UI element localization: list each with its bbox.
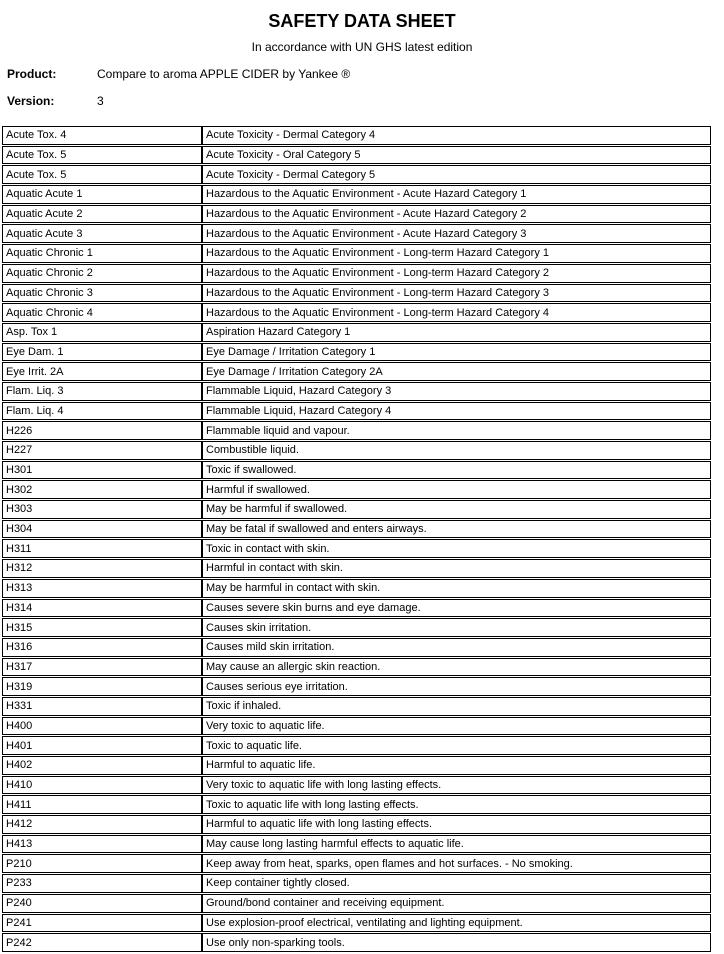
product-row	[7, 68, 724, 81]
hazard-table	[2, 125, 711, 953]
hazard-code-cell: H411	[2, 795, 202, 814]
table-row	[2, 579, 711, 598]
hazard-description-cell: Flammable Liquid, Hazard Category 3	[202, 382, 711, 401]
hazard-description-cell: Toxic if inhaled.	[202, 697, 711, 716]
hazard-description-cell: Flammable Liquid, Hazard Category 4	[202, 402, 711, 421]
hazard-code-cell: P240	[2, 894, 202, 913]
hazard-code-cell: H314	[2, 599, 202, 618]
hazard-description-cell: Flammable liquid and vapour.	[202, 421, 711, 440]
hazard-description-cell: Use explosion-proof electrical, ventilating and lighting equipment.	[202, 914, 711, 933]
hazard-code-cell: Aquatic Chronic 4	[2, 303, 202, 322]
hazard-code-cell: H319	[2, 677, 202, 696]
table-row	[2, 421, 711, 440]
hazard-description-cell: May cause long lasting harmful effects to aquatic life.	[202, 835, 711, 854]
hazard-code-cell: H410	[2, 776, 202, 795]
table-row	[2, 146, 711, 165]
hazard-code-cell: Aquatic Chronic 1	[2, 244, 202, 263]
table-row	[2, 835, 711, 854]
hazard-code-cell: Flam. Liq. 3	[2, 382, 202, 401]
hazard-description-cell: Toxic to aquatic life.	[202, 736, 711, 755]
hazard-description-cell: Very toxic to aquatic life.	[202, 717, 711, 736]
table-row	[2, 126, 711, 145]
hazard-description-cell: Toxic in contact with skin.	[202, 539, 711, 558]
table-row	[2, 539, 711, 558]
hazard-code-cell: H316	[2, 638, 202, 657]
hazard-description-cell: Hazardous to the Aquatic Environment - Acute Hazard Category 3	[202, 224, 711, 243]
hazard-code-cell: H401	[2, 736, 202, 755]
table-row	[2, 854, 711, 873]
product-label: Product:	[7, 67, 57, 81]
hazard-code-cell: Aquatic Chronic 3	[2, 284, 202, 303]
hazard-code-cell: Aquatic Chronic 2	[2, 264, 202, 283]
table-row	[2, 441, 711, 460]
product-value: Compare to aroma APPLE CIDER by Yankee ®	[97, 67, 351, 81]
hazard-code-cell: Acute Tox. 5	[2, 165, 202, 184]
table-row	[2, 776, 711, 795]
hazard-code-cell: H412	[2, 815, 202, 834]
table-row	[2, 618, 711, 637]
table-row	[2, 933, 711, 952]
hazard-description-cell: Toxic to aquatic life with long lasting effects.	[202, 795, 711, 814]
table-row	[2, 520, 711, 539]
hazard-description-cell: Eye Damage / Irritation Category 1	[202, 343, 711, 362]
table-row	[2, 756, 711, 775]
hazard-description-cell: May be fatal if swallowed and enters airways.	[202, 520, 711, 539]
hazard-code-cell: Eye Dam. 1	[2, 343, 202, 362]
table-row	[2, 343, 711, 362]
hazard-description-cell: Keep away from heat, sparks, open flames and hot surfaces. - No smoking.	[202, 854, 711, 873]
table-row	[2, 914, 711, 933]
hazard-code-cell: P242	[2, 933, 202, 952]
hazard-code-cell: Flam. Liq. 4	[2, 402, 202, 421]
hazard-description-cell: Eye Damage / Irritation Category 2A	[202, 362, 711, 381]
hazard-description-cell: May be harmful if swallowed.	[202, 500, 711, 519]
hazard-code-cell: H317	[2, 658, 202, 677]
page-subtitle: In accordance with UN GHS latest edition	[251, 40, 473, 54]
hazard-description-cell: Aspiration Hazard Category 1	[202, 323, 711, 342]
table-row	[2, 815, 711, 834]
hazard-description-cell: Hazardous to the Aquatic Environment - Long-term Hazard Category 2	[202, 264, 711, 283]
table-row	[2, 874, 711, 893]
hazard-description-cell: Acute Toxicity - Oral Category 5	[202, 146, 711, 165]
table-row	[2, 736, 711, 755]
hazard-description-cell: Hazardous to the Aquatic Environment - Long-term Hazard Category 1	[202, 244, 711, 263]
table-row	[2, 382, 711, 401]
hazard-description-cell: Acute Toxicity - Dermal Category 5	[202, 165, 711, 184]
table-row	[2, 284, 711, 303]
version-label: Version:	[7, 94, 55, 108]
table-row	[2, 303, 711, 322]
hazard-code-cell: Acute Tox. 5	[2, 146, 202, 165]
hazard-description-cell: May be harmful in contact with skin.	[202, 579, 711, 598]
hazard-description-cell: Acute Toxicity - Dermal Category 4	[202, 126, 711, 145]
hazard-description-cell: Combustible liquid.	[202, 441, 711, 460]
hazard-description-cell: Very toxic to aquatic life with long lasting effects.	[202, 776, 711, 795]
table-row	[2, 677, 711, 696]
table-row	[2, 323, 711, 342]
hazard-description-cell: Harmful in contact with skin.	[202, 559, 711, 578]
table-row	[2, 559, 711, 578]
hazard-description-cell: Causes skin irritation.	[202, 618, 711, 637]
table-row	[2, 795, 711, 814]
hazard-code-cell: P210	[2, 854, 202, 873]
hazard-code-cell: P241	[2, 914, 202, 933]
table-row	[2, 205, 711, 224]
hazard-description-cell: Harmful to aquatic life with long lasting effects.	[202, 815, 711, 834]
table-row	[2, 244, 711, 263]
hazard-code-cell: H315	[2, 618, 202, 637]
hazard-code-cell: H303	[2, 500, 202, 519]
hazard-description-cell: May cause an allergic skin reaction.	[202, 658, 711, 677]
hazard-description-cell: Causes mild skin irritation.	[202, 638, 711, 657]
hazard-code-cell: H227	[2, 441, 202, 460]
hazard-description-cell: Keep container tightly closed.	[202, 874, 711, 893]
table-row	[2, 638, 711, 657]
hazard-description-cell: Ground/bond container and receiving equipment.	[202, 894, 711, 913]
hazard-code-cell: H302	[2, 480, 202, 499]
hazard-table-body	[2, 126, 711, 952]
hazard-code-cell: Aquatic Acute 1	[2, 185, 202, 204]
hazard-code-cell: H312	[2, 559, 202, 578]
hazard-code-cell: Acute Tox. 4	[2, 126, 202, 145]
table-row	[2, 697, 711, 716]
version-value: 3	[97, 94, 104, 108]
table-row	[2, 165, 711, 184]
hazard-description-cell: Toxic if swallowed.	[202, 461, 711, 480]
hazard-description-cell: Hazardous to the Aquatic Environment - Acute Hazard Category 1	[202, 185, 711, 204]
table-row	[2, 717, 711, 736]
hazard-description-cell: Harmful to aquatic life.	[202, 756, 711, 775]
hazard-code-cell: P233	[2, 874, 202, 893]
table-row	[2, 894, 711, 913]
hazard-description-cell: Hazardous to the Aquatic Environment - Long-term Hazard Category 4	[202, 303, 711, 322]
hazard-description-cell: Hazardous to the Aquatic Environment - Acute Hazard Category 2	[202, 205, 711, 224]
hazard-code-cell: H402	[2, 756, 202, 775]
hazard-code-cell: Aquatic Acute 3	[2, 224, 202, 243]
table-row	[2, 362, 711, 381]
table-row	[2, 461, 711, 480]
hazard-code-cell: Asp. Tox 1	[2, 323, 202, 342]
table-row	[2, 599, 711, 618]
table-row	[2, 402, 711, 421]
hazard-code-cell: H311	[2, 539, 202, 558]
hazard-description-cell: Causes severe skin burns and eye damage.	[202, 599, 711, 618]
hazard-code-cell: H301	[2, 461, 202, 480]
table-row	[2, 500, 711, 519]
table-row	[2, 264, 711, 283]
hazard-code-cell: H313	[2, 579, 202, 598]
version-row	[7, 95, 724, 108]
hazard-code-cell: Eye Irrit. 2A	[2, 362, 202, 381]
hazard-description-cell: Harmful if swallowed.	[202, 480, 711, 499]
table-row	[2, 658, 711, 677]
hazard-code-cell: H331	[2, 697, 202, 716]
hazard-description-cell: Hazardous to the Aquatic Environment - Long-term Hazard Category 3	[202, 284, 711, 303]
table-row	[2, 224, 711, 243]
table-row	[2, 480, 711, 499]
table-row	[2, 185, 711, 204]
hazard-description-cell: Causes serious eye irritation.	[202, 677, 711, 696]
hazard-code-cell: H304	[2, 520, 202, 539]
hazard-code-cell: H226	[2, 421, 202, 440]
hazard-code-cell: Aquatic Acute 2	[2, 205, 202, 224]
hazard-code-cell: H400	[2, 717, 202, 736]
hazard-description-cell: Use only non-sparking tools.	[202, 933, 711, 952]
hazard-code-cell: H413	[2, 835, 202, 854]
page-title: SAFETY DATA SHEET	[268, 11, 456, 31]
